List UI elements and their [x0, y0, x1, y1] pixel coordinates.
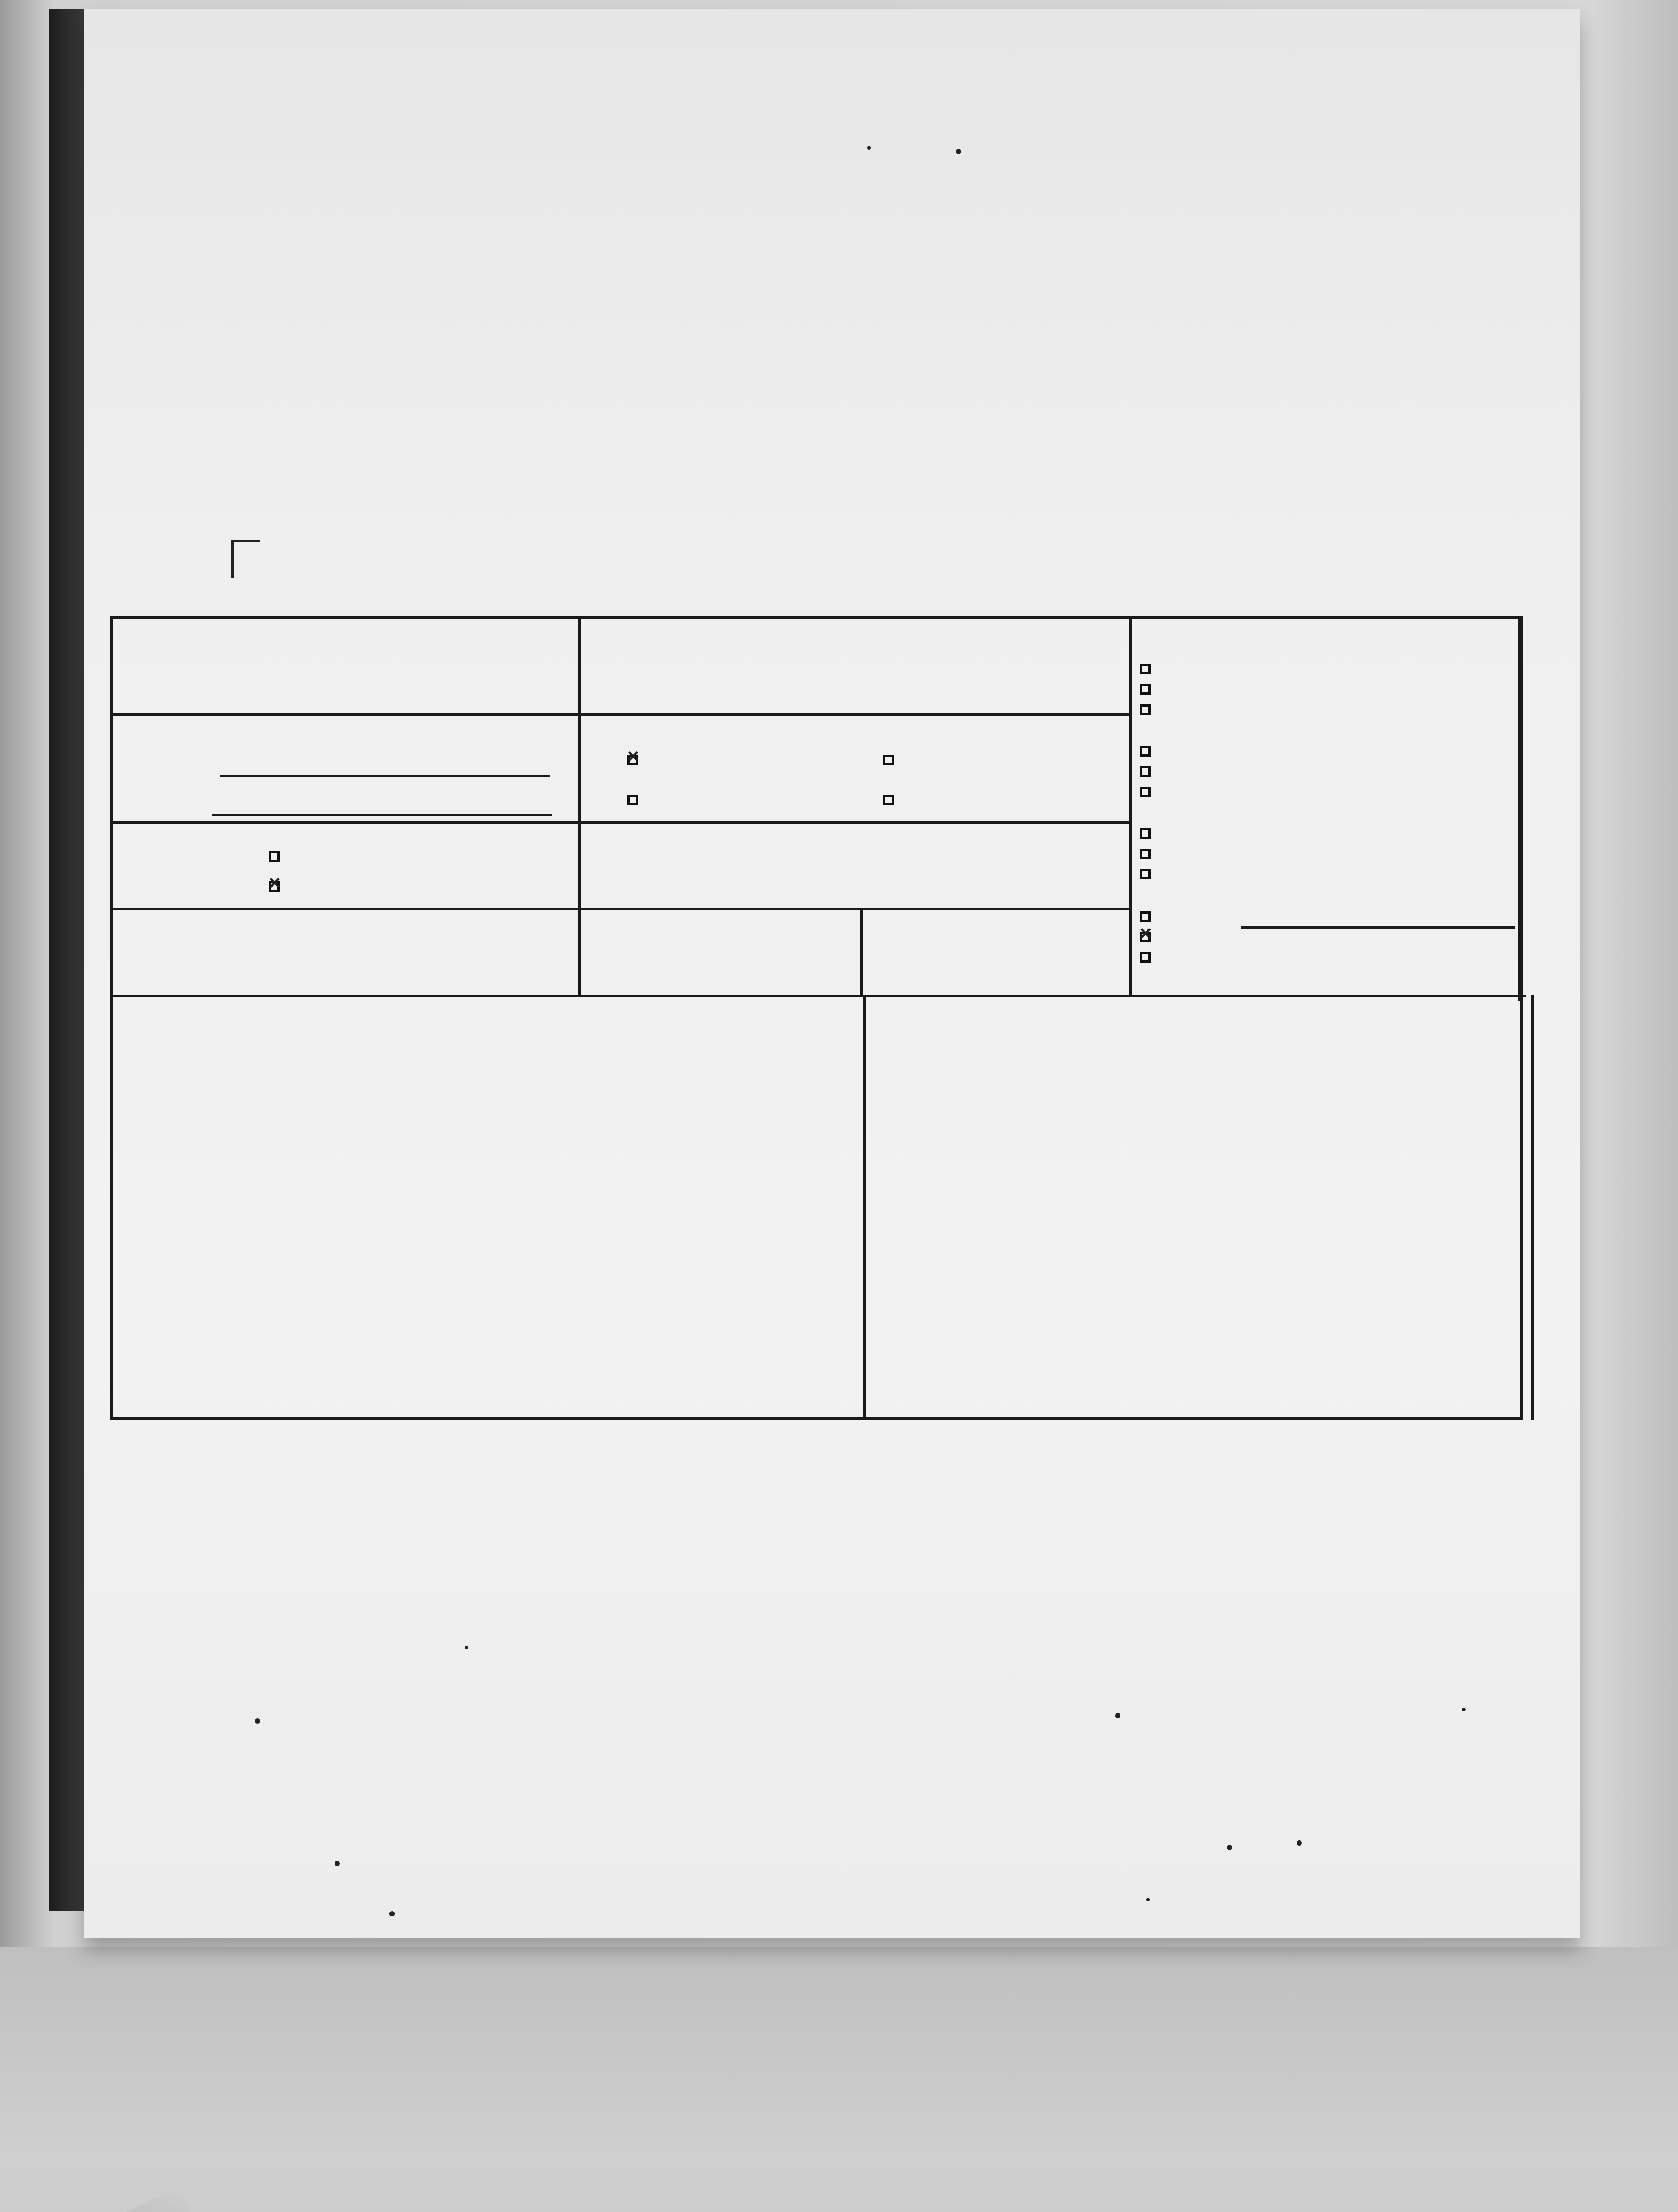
checkbox-other [1140, 911, 1151, 922]
checkbox-photos-yes [269, 851, 280, 862]
checkbox-insufficient-data-checked [1140, 932, 1151, 942]
gmt-line [212, 814, 552, 816]
option-photos-no [269, 881, 289, 892]
checkbox-possibly-aircraft [1140, 787, 1151, 797]
card-title [609, 565, 1007, 596]
conclusion-other [1140, 911, 1160, 922]
option-photos-yes [269, 851, 289, 862]
conclusion-possibly-balloon [1140, 704, 1160, 715]
option-ground-visual [627, 755, 648, 765]
option-air-visual [627, 795, 648, 805]
option-air-intercept-radar [883, 795, 904, 805]
divider-row-1 [110, 713, 1132, 716]
dust-speck [1297, 1840, 1302, 1846]
checkbox-air-intercept-radar [883, 795, 894, 805]
conclusion-possibly-astronomical [1140, 869, 1160, 879]
film-edge-shadow [49, 9, 84, 1911]
checkbox-probably-astronomical [1140, 849, 1151, 859]
divider-row-3 [110, 908, 1132, 910]
conclusion-was-aircraft [1140, 746, 1160, 757]
checkbox-probably-aircraft [1140, 766, 1151, 777]
checkbox-was-balloon [1140, 664, 1151, 674]
checkbox-unknown [1140, 952, 1151, 963]
dust-speck [1227, 1845, 1232, 1850]
checkbox-photos-no-checked [269, 881, 280, 892]
conclusion-possibly-aircraft [1140, 787, 1160, 797]
checkbox-probably-balloon [1140, 684, 1151, 695]
checkbox-ground-visual-checked [627, 755, 638, 765]
checkbox-ground-radar [883, 755, 894, 765]
dust-speck [956, 149, 961, 154]
conclusion-insufficient-data [1140, 932, 1160, 942]
conclusion-probably-astronomical [1140, 849, 1160, 859]
checkbox-possibly-astronomical [1140, 869, 1151, 879]
divider-row-4 [110, 995, 1526, 997]
divider-col-comments [863, 997, 866, 1420]
checkbox-air-visual [627, 795, 638, 805]
checkbox-possibly-balloon [1140, 704, 1151, 715]
dust-speck [335, 1861, 340, 1866]
form-outer-frame [110, 616, 1523, 1420]
dust-speck [1115, 1713, 1120, 1718]
conclusion-was-astronomical [1140, 828, 1160, 839]
local-time-line [220, 775, 550, 777]
divider-col-1 [578, 616, 581, 997]
checkbox-was-aircraft [1140, 746, 1151, 757]
corner-mark [231, 540, 260, 578]
divider-col-course [860, 908, 863, 997]
comments-right-extension [1531, 995, 1534, 1420]
dust-speck [1146, 1898, 1150, 1901]
dust-speck [867, 146, 871, 150]
conclusion-probably-balloon [1140, 684, 1160, 695]
dust-speck [1462, 1708, 1466, 1711]
option-ground-radar [883, 755, 904, 765]
divider-row-2 [110, 821, 1132, 824]
scan-lower-area [0, 1947, 1678, 2212]
dust-speck [255, 1718, 260, 1724]
divider-col-conclusions [1129, 616, 1132, 997]
conclusion-unknown [1140, 952, 1160, 963]
conclusion-probably-aircraft [1140, 766, 1160, 777]
dust-speck [465, 1646, 468, 1649]
other-line [1241, 926, 1515, 929]
conclusions-right-border [1518, 616, 1520, 1001]
checkbox-was-astronomical [1140, 828, 1151, 839]
conclusion-was-balloon [1140, 664, 1160, 674]
dust-speck [389, 1911, 395, 1916]
